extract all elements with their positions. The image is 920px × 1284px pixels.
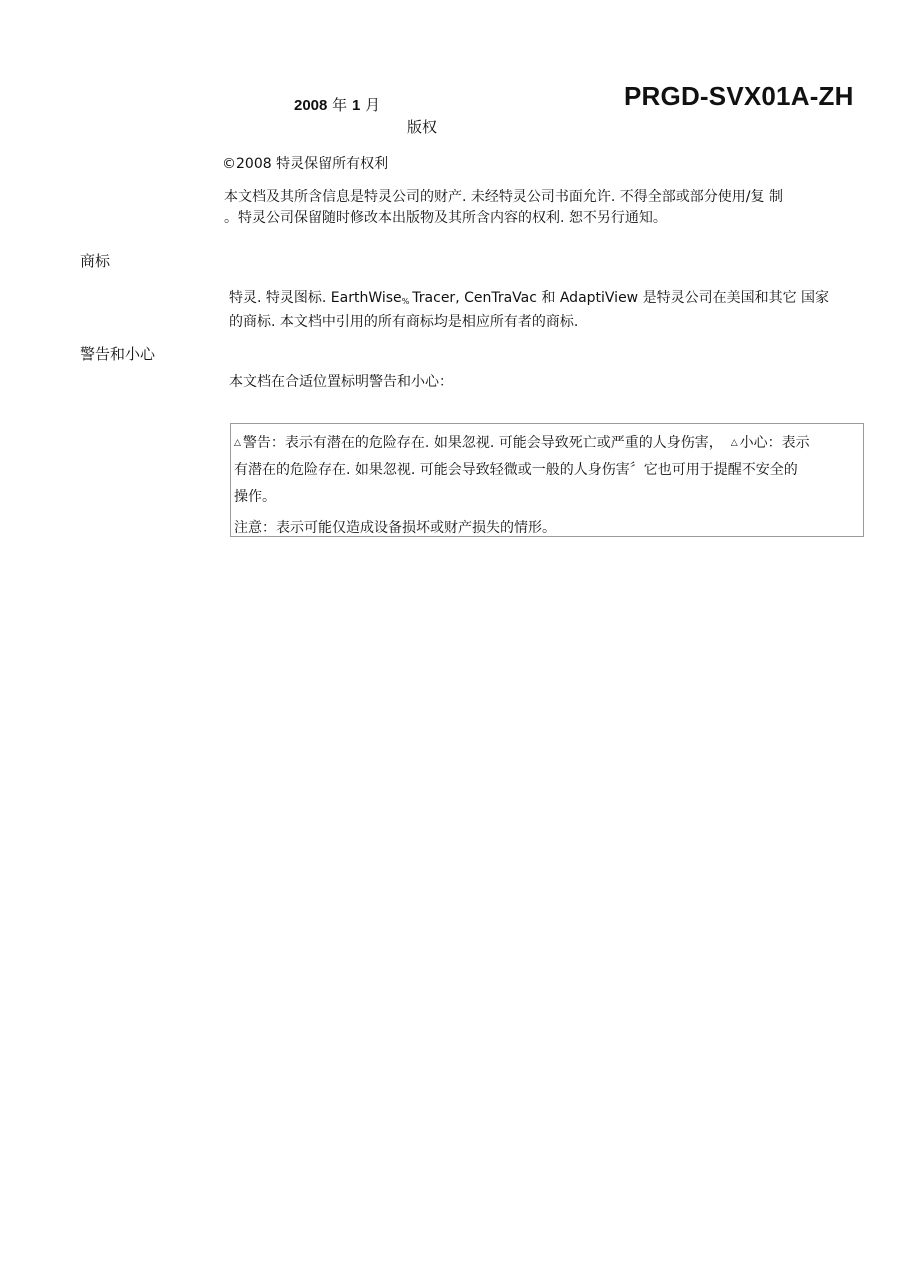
trademark-line-1-start: 特灵. 特灵图标. EarthWise [229, 290, 402, 306]
notice-note: 注意：表示可能仅造成设备损坏或财产损失的情形。 [234, 520, 556, 536]
warning-triangle-icon: △ [234, 438, 241, 448]
notice-line-1 [234, 430, 863, 457]
safety-notice-box [230, 423, 864, 537]
publication-date [294, 95, 380, 116]
warnings-intro: 本文档在合适位置标明警告和小心： [229, 374, 453, 390]
trademark-line-1-end: Tracer, CenTraVac 和 AdaptiView 是特灵公司在美国和其它 国家 [412, 290, 830, 306]
notice-line-2: 有潜在的危险存在. 如果忽视. 可能会导致轻微或一般的人身伤害〞它也可用于提醒不安全的 [234, 462, 798, 478]
trademark-symbol: % [401, 297, 410, 306]
document-code: PRGD-SVX01A-ZH [624, 81, 854, 111]
trademark-line-1 [229, 288, 869, 312]
date-year: 2008 [294, 97, 328, 114]
copyright-body-line: 本文档及其所含信息是特灵公司的财产. 未经特灵公司书面允许. 不得全部或部分使用/复 制 [224, 189, 783, 205]
trademark-label: 商标 [80, 252, 111, 270]
date-year-unit: 年 [332, 96, 348, 114]
trademark-line-2: 的商标. 本文档中引用的所有商标均是相应所有者的商标. [229, 314, 579, 330]
copyright-body-line: 。特灵公司保留随时修改本出版物及其所含内容的权利. 恕不另行通知。 [224, 210, 667, 226]
date-month: 1 [351, 97, 361, 114]
copyright-body [224, 187, 864, 229]
copyright-heading: 版权 [407, 118, 438, 136]
warnings-label: 警告和小心 [80, 345, 156, 363]
copyright-notice: ©2008 特灵保留所有权利 [222, 156, 389, 172]
caution-definition-start: 小心：表示 [739, 435, 810, 451]
caution-triangle-icon: △ [730, 438, 738, 448]
warning-definition: 警告：表示有潜在的危险存在. 如果忽视. 可能会导致死亡或严重的人身伤害， [242, 435, 723, 451]
trademark-body [229, 288, 869, 333]
date-month-unit: 月 [365, 96, 381, 114]
notice-line-3: 操作。 [234, 489, 276, 505]
